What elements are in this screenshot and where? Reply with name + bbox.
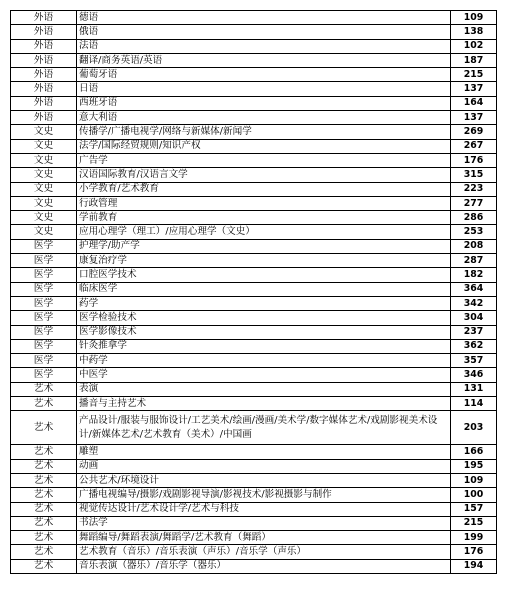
category-cell: 医学 xyxy=(11,296,77,310)
major-cell: 广告学 xyxy=(77,153,451,167)
category-cell: 艺术 xyxy=(11,516,77,530)
score-cell: 176 xyxy=(451,153,497,167)
table-row xyxy=(11,502,497,516)
table-row xyxy=(11,168,497,182)
major-cell: 音乐表演（器乐）/音乐学（器乐） xyxy=(77,559,451,573)
score-cell: 315 xyxy=(451,168,497,182)
score-cell: 194 xyxy=(451,559,497,573)
category-cell: 医学 xyxy=(11,268,77,282)
score-cell: 109 xyxy=(451,11,497,25)
major-cell: 康复治疗学 xyxy=(77,254,451,268)
category-cell: 艺术 xyxy=(11,445,77,459)
table-row xyxy=(11,225,497,239)
major-cell: 药学 xyxy=(77,296,451,310)
table-row xyxy=(11,282,497,296)
category-cell: 外语 xyxy=(11,39,77,53)
category-cell: 外语 xyxy=(11,11,77,25)
category-cell: 文史 xyxy=(11,211,77,225)
category-cell: 艺术 xyxy=(11,502,77,516)
major-cell: 临床医学 xyxy=(77,282,451,296)
table-row xyxy=(11,559,497,573)
table-row xyxy=(11,254,497,268)
score-cell: 137 xyxy=(451,82,497,96)
table-row xyxy=(11,397,497,411)
score-cell: 223 xyxy=(451,182,497,196)
category-cell: 医学 xyxy=(11,325,77,339)
table-row xyxy=(11,153,497,167)
score-table-container xyxy=(10,10,497,574)
major-cell: 法学/国际经贸规则/知识产权 xyxy=(77,139,451,153)
table-row xyxy=(11,39,497,53)
category-cell: 文史 xyxy=(11,125,77,139)
score-cell: 215 xyxy=(451,68,497,82)
table-row xyxy=(11,125,497,139)
table-row xyxy=(11,445,497,459)
table-row xyxy=(11,531,497,545)
major-cell: 应用心理学（理工）/应用心理学（文史） xyxy=(77,225,451,239)
score-cell: 208 xyxy=(451,239,497,253)
score-cell: 164 xyxy=(451,96,497,110)
table-row xyxy=(11,53,497,67)
score-table-body xyxy=(11,11,497,574)
score-cell: 357 xyxy=(451,354,497,368)
category-cell: 医学 xyxy=(11,282,77,296)
category-cell: 外语 xyxy=(11,111,77,125)
score-cell: 277 xyxy=(451,196,497,210)
category-cell: 文史 xyxy=(11,139,77,153)
category-cell: 医学 xyxy=(11,239,77,253)
major-cell: 针灸推拿学 xyxy=(77,339,451,353)
category-cell: 文史 xyxy=(11,182,77,196)
table-row xyxy=(11,25,497,39)
major-cell: 小学教育/艺术教育 xyxy=(77,182,451,196)
score-cell: 269 xyxy=(451,125,497,139)
score-cell: 346 xyxy=(451,368,497,382)
score-cell: 138 xyxy=(451,25,497,39)
category-cell: 外语 xyxy=(11,25,77,39)
table-row xyxy=(11,68,497,82)
score-cell: 364 xyxy=(451,282,497,296)
category-cell: 艺术 xyxy=(11,397,77,411)
table-row xyxy=(11,325,497,339)
major-cell: 书法学 xyxy=(77,516,451,530)
category-cell: 医学 xyxy=(11,254,77,268)
major-cell: 舞蹈编导/舞蹈表演/舞蹈学/艺术教育（舞蹈） xyxy=(77,531,451,545)
score-cell: 176 xyxy=(451,545,497,559)
score-cell: 100 xyxy=(451,488,497,502)
major-cell: 传播学/广播电视学/网络与新媒体/新闻学 xyxy=(77,125,451,139)
table-row xyxy=(11,211,497,225)
category-cell: 艺术 xyxy=(11,488,77,502)
major-cell: 西班牙语 xyxy=(77,96,451,110)
major-cell: 中医学 xyxy=(77,368,451,382)
table-row xyxy=(11,545,497,559)
major-cell: 播音与主持艺术 xyxy=(77,397,451,411)
score-cell: 182 xyxy=(451,268,497,282)
score-cell: 215 xyxy=(451,516,497,530)
table-row xyxy=(11,268,497,282)
major-cell: 视觉传达设计/艺术设计学/艺术与科技 xyxy=(77,502,451,516)
category-cell: 艺术 xyxy=(11,559,77,573)
table-row xyxy=(11,182,497,196)
score-cell: 114 xyxy=(451,397,497,411)
category-cell: 艺术 xyxy=(11,411,77,445)
table-row xyxy=(11,196,497,210)
table-row xyxy=(11,111,497,125)
score-cell: 362 xyxy=(451,339,497,353)
table-row xyxy=(11,459,497,473)
major-cell: 汉语国际教育/汉语言文学 xyxy=(77,168,451,182)
table-row xyxy=(11,96,497,110)
score-cell: 109 xyxy=(451,473,497,487)
major-cell: 日语 xyxy=(77,82,451,96)
major-cell: 俄语 xyxy=(77,25,451,39)
major-cell: 产品设计/服装与服饰设计/工艺美术/绘画/漫画/美术学/数字媒体艺术/戏剧影视美术设计/新媒体艺术/艺术教育（美术）/中国画 xyxy=(77,411,451,445)
table-row xyxy=(11,354,497,368)
major-cell: 法语 xyxy=(77,39,451,53)
category-cell: 文史 xyxy=(11,196,77,210)
major-cell: 葡萄牙语 xyxy=(77,68,451,82)
table-row xyxy=(11,339,497,353)
category-cell: 外语 xyxy=(11,68,77,82)
major-cell: 公共艺术/环境设计 xyxy=(77,473,451,487)
score-cell: 131 xyxy=(451,382,497,396)
category-cell: 艺术 xyxy=(11,382,77,396)
category-cell: 艺术 xyxy=(11,473,77,487)
category-cell: 医学 xyxy=(11,368,77,382)
score-cell: 199 xyxy=(451,531,497,545)
score-cell: 157 xyxy=(451,502,497,516)
major-cell: 艺术教育（音乐）/音乐表演（声乐）/音乐学（声乐） xyxy=(77,545,451,559)
major-cell: 口腔医学技术 xyxy=(77,268,451,282)
category-cell: 艺术 xyxy=(11,459,77,473)
major-cell: 动画 xyxy=(77,459,451,473)
score-cell: 267 xyxy=(451,139,497,153)
score-cell: 166 xyxy=(451,445,497,459)
score-cell: 203 xyxy=(451,411,497,445)
score-table xyxy=(10,10,497,574)
major-cell: 表演 xyxy=(77,382,451,396)
category-cell: 艺术 xyxy=(11,531,77,545)
table-row xyxy=(11,139,497,153)
table-row xyxy=(11,488,497,502)
score-cell: 187 xyxy=(451,53,497,67)
table-row xyxy=(11,311,497,325)
table-row xyxy=(11,411,497,445)
major-cell: 广播电视编导/摄影/戏剧影视导演/影视技术/影视摄影与制作 xyxy=(77,488,451,502)
score-cell: 304 xyxy=(451,311,497,325)
table-row xyxy=(11,82,497,96)
major-cell: 雕塑 xyxy=(77,445,451,459)
score-cell: 137 xyxy=(451,111,497,125)
table-row xyxy=(11,296,497,310)
category-cell: 文史 xyxy=(11,168,77,182)
category-cell: 文史 xyxy=(11,153,77,167)
table-row xyxy=(11,11,497,25)
major-cell: 德语 xyxy=(77,11,451,25)
score-cell: 287 xyxy=(451,254,497,268)
major-cell: 学前教育 xyxy=(77,211,451,225)
score-cell: 102 xyxy=(451,39,497,53)
major-cell: 医学影像技术 xyxy=(77,325,451,339)
major-cell: 医学检验技术 xyxy=(77,311,451,325)
table-row xyxy=(11,368,497,382)
category-cell: 外语 xyxy=(11,96,77,110)
category-cell: 外语 xyxy=(11,82,77,96)
major-cell: 意大利语 xyxy=(77,111,451,125)
category-cell: 医学 xyxy=(11,354,77,368)
score-cell: 195 xyxy=(451,459,497,473)
table-row xyxy=(11,516,497,530)
category-cell: 医学 xyxy=(11,311,77,325)
major-cell: 护理学/助产学 xyxy=(77,239,451,253)
table-row xyxy=(11,473,497,487)
category-cell: 外语 xyxy=(11,53,77,67)
major-cell: 中药学 xyxy=(77,354,451,368)
score-cell: 237 xyxy=(451,325,497,339)
table-row xyxy=(11,239,497,253)
category-cell: 医学 xyxy=(11,339,77,353)
table-row xyxy=(11,382,497,396)
score-cell: 342 xyxy=(451,296,497,310)
category-cell: 文史 xyxy=(11,225,77,239)
major-cell: 行政管理 xyxy=(77,196,451,210)
category-cell: 艺术 xyxy=(11,545,77,559)
score-cell: 286 xyxy=(451,211,497,225)
score-cell: 253 xyxy=(451,225,497,239)
major-cell: 翻译/商务英语/英语 xyxy=(77,53,451,67)
